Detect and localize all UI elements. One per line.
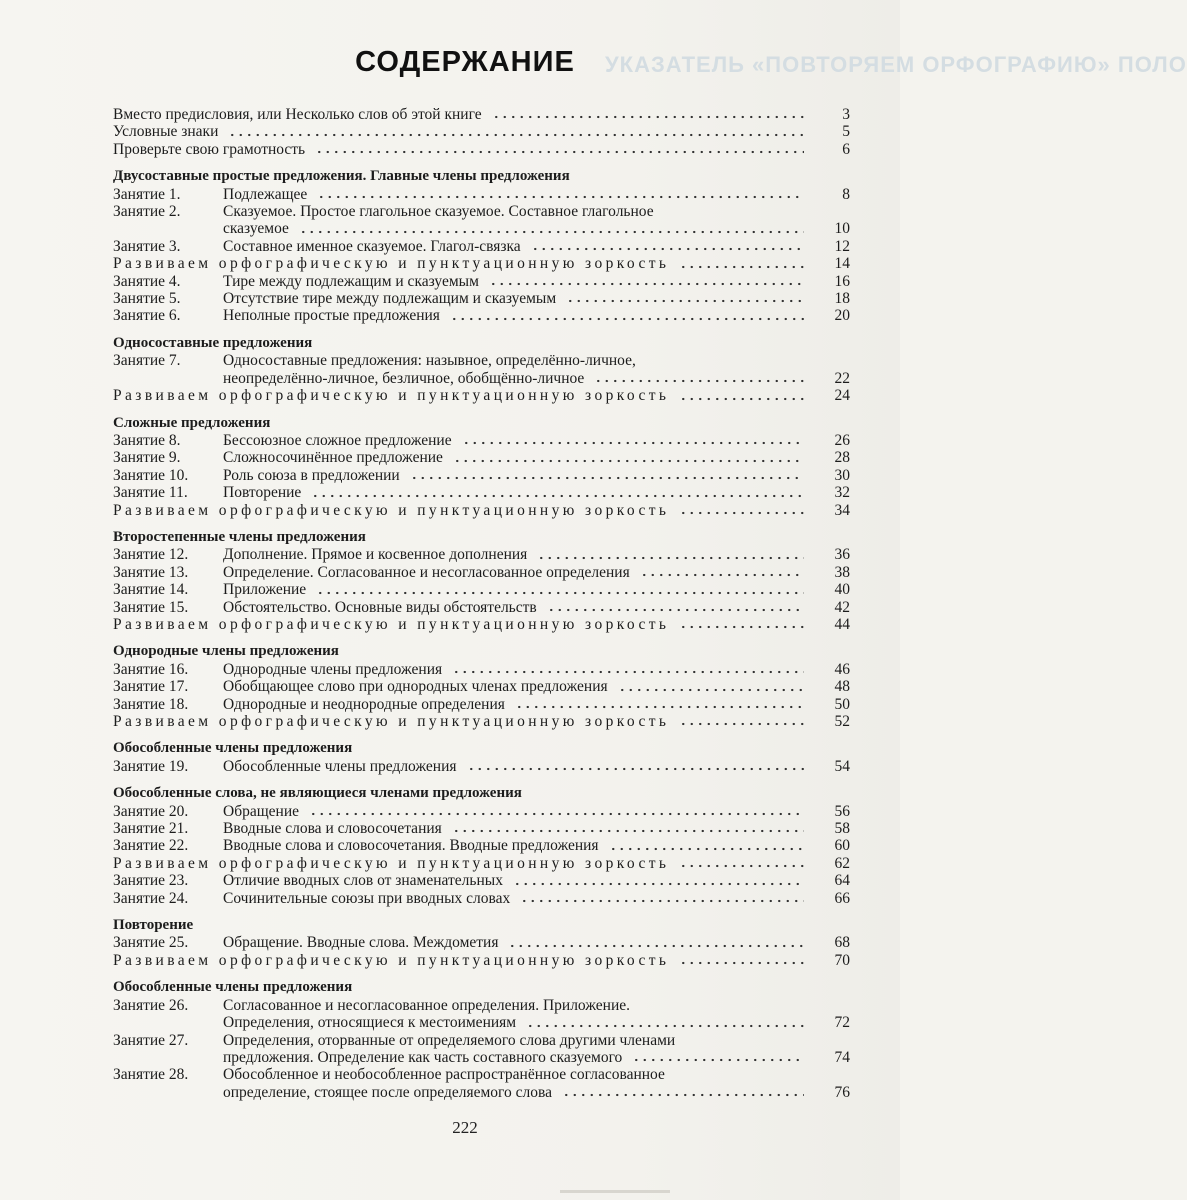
table-of-contents bbox=[113, 106, 850, 1111]
dot-leader bbox=[462, 441, 804, 445]
entry-label: Занятие 3. bbox=[113, 237, 181, 255]
toc-entry bbox=[113, 255, 850, 272]
dot-leader bbox=[317, 195, 804, 199]
entry-text-wrap bbox=[223, 352, 850, 369]
toc-line bbox=[113, 220, 850, 237]
dot-leader bbox=[452, 670, 804, 674]
entry-title: Вводные слова и словосочетания. Вводные предложения bbox=[223, 837, 599, 855]
toc-line bbox=[113, 564, 850, 581]
toc-entry bbox=[113, 238, 850, 255]
entry-title: Отличие вводных слов от знаменательных bbox=[223, 872, 503, 890]
entry-label: Занятие 20. bbox=[113, 802, 189, 820]
entry-text-wrap bbox=[223, 273, 812, 290]
toc-line bbox=[113, 934, 850, 951]
entry-title: Обстоятельство. Основные виды обстоятельств bbox=[223, 598, 537, 616]
toc-line bbox=[113, 661, 850, 678]
entry-text-wrap bbox=[223, 581, 812, 598]
entry-label: Занятие 8. bbox=[113, 431, 181, 449]
toc-entry bbox=[113, 502, 850, 519]
entry-title: Сложносочинённое предложение bbox=[223, 449, 443, 467]
page-ref: 5 bbox=[842, 123, 850, 141]
toc-line bbox=[113, 713, 850, 730]
entry-text-wrap bbox=[113, 855, 812, 872]
page-ref: 74 bbox=[834, 1048, 850, 1066]
page-ref: 60 bbox=[834, 837, 850, 855]
page-ref: 28 bbox=[834, 449, 850, 467]
entry-label: Занятие 1. bbox=[113, 185, 181, 203]
section-heading: Однородные члены предложения bbox=[113, 643, 339, 660]
toc-line bbox=[113, 432, 850, 449]
dot-leader bbox=[679, 864, 804, 868]
dot-leader bbox=[679, 625, 804, 629]
entry-text-wrap bbox=[223, 484, 812, 501]
toc-entry bbox=[113, 616, 850, 633]
entry-label: Занятие 16. bbox=[113, 660, 189, 678]
entry-label: Занятие 27. bbox=[113, 1031, 189, 1049]
entry-text-wrap bbox=[223, 872, 812, 889]
entry-text-wrap bbox=[223, 1066, 850, 1083]
toc-entry bbox=[113, 484, 850, 501]
toc-entry bbox=[113, 696, 850, 713]
entry-title: Подлежащее bbox=[223, 185, 308, 203]
entry-title: Проверьте свою грамотность bbox=[113, 140, 306, 158]
entry-title: Обращение bbox=[223, 802, 299, 820]
dot-leader bbox=[679, 722, 804, 726]
section-heading: Второстепенные члены предложения bbox=[113, 528, 366, 545]
page-ref: 40 bbox=[834, 581, 850, 599]
entry-text-wrap bbox=[223, 1049, 812, 1066]
dot-leader bbox=[453, 459, 804, 463]
entry-title: Повторение bbox=[223, 484, 302, 502]
dot-leader bbox=[508, 944, 804, 948]
entry-text-wrap bbox=[223, 432, 812, 449]
dot-leader bbox=[594, 379, 804, 383]
dot-leader bbox=[679, 511, 804, 515]
toc-line bbox=[113, 370, 850, 387]
dot-leader bbox=[632, 1058, 804, 1062]
dot-leader bbox=[489, 282, 804, 286]
toc-section bbox=[113, 979, 850, 1101]
page-ref: 3 bbox=[842, 106, 850, 123]
toc-entry bbox=[113, 546, 850, 563]
toc-line bbox=[113, 352, 850, 369]
dot-leader bbox=[679, 961, 804, 965]
entry-label: Занятие 24. bbox=[113, 889, 189, 907]
toc-section bbox=[113, 785, 850, 907]
entry-text-wrap bbox=[223, 837, 812, 854]
toc-entry bbox=[113, 1032, 850, 1067]
toc-section bbox=[113, 740, 850, 775]
entry-title: Развиваем орфографическую и пунктуационную зоркость bbox=[113, 501, 670, 519]
toc-line bbox=[113, 599, 850, 616]
page-ref: 64 bbox=[834, 872, 850, 890]
page-ref: 56 bbox=[834, 802, 850, 820]
entry-text-wrap bbox=[223, 467, 812, 484]
dot-leader bbox=[562, 1093, 804, 1097]
entry-title: Однородные члены предложения bbox=[223, 660, 443, 678]
entry-title: Обращение. Вводные слова. Междометия bbox=[223, 934, 499, 952]
entry-label: Занятие 25. bbox=[113, 934, 189, 952]
section-heading: Обособленные слова, не являющиеся членами предложения bbox=[113, 785, 522, 802]
entry-text-wrap bbox=[223, 546, 812, 563]
entry-label: Занятие 12. bbox=[113, 546, 189, 564]
toc-entry bbox=[113, 352, 850, 387]
entry-label: Занятие 18. bbox=[113, 695, 189, 713]
entry-label: Занятие 2. bbox=[113, 203, 181, 221]
page-ref: 42 bbox=[834, 598, 850, 616]
dot-leader bbox=[515, 705, 804, 709]
toc-line bbox=[113, 837, 850, 854]
dot-leader bbox=[452, 829, 804, 833]
page-ref: 34 bbox=[834, 501, 850, 519]
toc-line bbox=[113, 803, 850, 820]
page-ref: 68 bbox=[834, 934, 850, 952]
toc-line bbox=[113, 387, 850, 404]
toc-entry bbox=[113, 203, 850, 238]
dot-leader bbox=[228, 133, 804, 137]
entry-title: Развиваем орфографическую и пунктуационную зоркость bbox=[113, 951, 670, 969]
entry-label: Занятие 28. bbox=[113, 1066, 189, 1084]
toc-line bbox=[113, 581, 850, 598]
toc-entry bbox=[113, 273, 850, 290]
page-ref: 32 bbox=[834, 484, 850, 502]
entry-title: Условные знаки bbox=[113, 123, 219, 141]
toc-line bbox=[113, 290, 850, 307]
entry-text-wrap bbox=[223, 890, 812, 907]
entry-title: Определения, оторванные от определяемого слова другими членами bbox=[223, 1031, 676, 1049]
entry-text-wrap bbox=[223, 238, 812, 255]
toc-entry bbox=[113, 934, 850, 951]
toc-entry bbox=[113, 564, 850, 581]
entry-text-wrap bbox=[113, 387, 812, 404]
section-heading: Обособленные члены предложения bbox=[113, 740, 353, 757]
dot-leader bbox=[531, 247, 804, 251]
entry-text-wrap bbox=[223, 678, 812, 695]
toc-entry bbox=[113, 290, 850, 307]
toc-line bbox=[113, 1049, 850, 1066]
section-heading: Сложные предложения bbox=[113, 414, 271, 431]
toc-entry bbox=[113, 449, 850, 466]
toc-section bbox=[113, 415, 850, 519]
page-ref: 16 bbox=[834, 272, 850, 290]
toc-line bbox=[113, 186, 850, 203]
page-ref: 76 bbox=[834, 1083, 850, 1101]
entry-text-wrap bbox=[223, 290, 812, 307]
page-ref: 14 bbox=[834, 255, 850, 273]
entry-title: Определение. Согласованное и несогласованное определения bbox=[223, 563, 630, 581]
toc-section bbox=[113, 168, 850, 325]
entry-text-wrap bbox=[223, 1032, 850, 1049]
toc-section bbox=[113, 335, 850, 405]
entry-label: Занятие 19. bbox=[113, 757, 189, 775]
toc-entry bbox=[113, 837, 850, 854]
entry-text-wrap bbox=[113, 255, 812, 272]
dot-leader bbox=[537, 556, 804, 560]
entry-text-wrap bbox=[223, 220, 812, 237]
entry-title: Сочинительные союзы при вводных словах bbox=[223, 889, 511, 907]
entry-title: Сказуемое. Простое глагольное сказуемое. Составное глагольное bbox=[223, 203, 654, 221]
toc-line bbox=[113, 1084, 850, 1101]
toc-line bbox=[113, 872, 850, 889]
page-number: 222 bbox=[452, 1118, 478, 1137]
toc-entry bbox=[113, 872, 850, 889]
toc-entry bbox=[113, 387, 850, 404]
entry-title: Развиваем орфографическую и пунктуационную зоркость bbox=[113, 615, 670, 633]
toc-section bbox=[113, 917, 850, 969]
entry-label: Занятие 4. bbox=[113, 272, 181, 290]
dot-leader bbox=[566, 299, 804, 303]
toc-section bbox=[113, 529, 850, 633]
dot-leader bbox=[618, 688, 804, 692]
entry-text-wrap bbox=[223, 934, 812, 951]
entry-title: Обособленное и необособленное распространённое согласованное bbox=[223, 1066, 665, 1084]
dot-leader bbox=[492, 115, 804, 119]
toc-intro bbox=[113, 106, 850, 158]
page-ref: 48 bbox=[834, 678, 850, 696]
entry-text-wrap bbox=[223, 449, 812, 466]
dot-leader bbox=[547, 608, 804, 612]
page-ref: 24 bbox=[834, 387, 850, 405]
toc-line bbox=[113, 449, 850, 466]
section-heading: Обособленные члены предложения bbox=[113, 979, 353, 996]
toc-line bbox=[113, 1066, 850, 1083]
entry-text-wrap bbox=[223, 564, 812, 581]
page-ref: 70 bbox=[834, 951, 850, 969]
entry-text-wrap bbox=[113, 502, 812, 519]
entry-title: Развиваем орфографическую и пунктуационную зоркость bbox=[113, 387, 670, 405]
dot-leader bbox=[520, 899, 804, 903]
toc-line bbox=[113, 952, 850, 969]
page-ref: 44 bbox=[834, 615, 850, 633]
entry-label: Занятие 10. bbox=[113, 466, 189, 484]
entry-text-wrap bbox=[223, 370, 812, 387]
page-edge-mark bbox=[560, 1190, 670, 1193]
entry-title: Развиваем орфографическую и пунктуационную зоркость bbox=[113, 713, 670, 730]
toc-entry bbox=[113, 952, 850, 969]
dot-leader bbox=[315, 150, 804, 154]
page-ref: 8 bbox=[842, 185, 850, 203]
page-ref: 66 bbox=[834, 889, 850, 907]
entry-text-wrap bbox=[223, 186, 812, 203]
page-ref: 10 bbox=[834, 220, 850, 238]
toc-entry bbox=[113, 890, 850, 907]
entry-label: Занятие 17. bbox=[113, 678, 189, 696]
dot-leader bbox=[609, 847, 804, 851]
toc-line bbox=[113, 1014, 850, 1031]
toc-entry bbox=[113, 106, 850, 123]
toc-entry bbox=[113, 141, 850, 158]
entry-text-wrap bbox=[223, 599, 812, 616]
entry-text-wrap bbox=[223, 1084, 812, 1101]
entry-title: сказуемое bbox=[223, 220, 289, 238]
dot-leader bbox=[679, 265, 804, 269]
page-ref: 58 bbox=[834, 820, 850, 838]
dot-leader bbox=[679, 397, 804, 401]
entry-title: Определения, относящиеся к местоимениям bbox=[223, 1014, 517, 1032]
toc-line bbox=[113, 855, 850, 872]
dot-leader bbox=[450, 317, 804, 321]
toc-entry bbox=[113, 467, 850, 484]
toc-line bbox=[113, 997, 850, 1014]
toc-line bbox=[113, 546, 850, 563]
entry-label: Занятие 21. bbox=[113, 820, 189, 838]
entry-title: Приложение bbox=[223, 581, 307, 599]
toc-line bbox=[113, 502, 850, 519]
entry-label: Занятие 11. bbox=[113, 484, 188, 502]
page-ref: 36 bbox=[834, 546, 850, 564]
dot-leader bbox=[640, 573, 804, 577]
entry-label: Занятие 5. bbox=[113, 290, 181, 308]
entry-text-wrap bbox=[113, 713, 812, 730]
toc-line bbox=[113, 1032, 850, 1049]
page-ref: 52 bbox=[834, 713, 850, 730]
page-ref: 62 bbox=[834, 854, 850, 872]
page-ref: 6 bbox=[842, 140, 850, 158]
entry-text-wrap bbox=[113, 141, 812, 158]
entry-title: Неполные простые предложения bbox=[223, 307, 440, 325]
entry-title: Отсутствие тире между подлежащим и сказуемым bbox=[223, 290, 557, 308]
page-ref: 20 bbox=[834, 307, 850, 325]
entry-title: Односоставные предложения: назывное, определённо-личное, bbox=[223, 352, 636, 370]
toc-section bbox=[113, 643, 850, 730]
page-ref: 54 bbox=[834, 757, 850, 775]
page-ref: 26 bbox=[834, 431, 850, 449]
entry-title: Обобщающее слово при однородных членах предложения bbox=[223, 678, 608, 696]
entry-title: Развиваем орфографическую и пунктуационную зоркость bbox=[113, 255, 670, 273]
toc-entry bbox=[113, 581, 850, 598]
entry-title: Тире между подлежащим и сказуемым bbox=[223, 272, 479, 290]
entry-text-wrap bbox=[223, 203, 850, 220]
entry-text-wrap bbox=[223, 997, 850, 1014]
page-ref: 72 bbox=[834, 1014, 850, 1032]
toc-line bbox=[113, 616, 850, 633]
toc-line bbox=[113, 203, 850, 220]
entry-text-wrap bbox=[223, 307, 812, 324]
toc-entry bbox=[113, 307, 850, 324]
entry-label: Занятие 15. bbox=[113, 598, 189, 616]
toc-entry bbox=[113, 432, 850, 449]
toc-entry bbox=[113, 855, 850, 872]
toc-entry bbox=[113, 820, 850, 837]
dot-leader bbox=[513, 882, 804, 886]
entry-label: Занятие 13. bbox=[113, 563, 189, 581]
page-ref: 38 bbox=[834, 563, 850, 581]
page-ref: 30 bbox=[834, 466, 850, 484]
section-heading: Повторение bbox=[113, 917, 194, 934]
entry-label: Занятие 6. bbox=[113, 307, 181, 325]
entry-title: Вместо предисловия, или Несколько слов об этой книге bbox=[113, 106, 482, 123]
entry-label: Занятие 7. bbox=[113, 352, 181, 370]
dot-leader bbox=[311, 494, 804, 498]
entry-title: определение, стоящее после определяемого слова bbox=[223, 1083, 552, 1101]
entry-text-wrap bbox=[113, 952, 812, 969]
entry-title: Бессоюзное сложное предложение bbox=[223, 431, 452, 449]
entry-text-wrap bbox=[113, 616, 812, 633]
toc-entry bbox=[113, 803, 850, 820]
dot-leader bbox=[316, 591, 804, 595]
entry-title: Роль союза в предложении bbox=[223, 466, 400, 484]
toc-line bbox=[113, 820, 850, 837]
dot-leader bbox=[526, 1024, 804, 1028]
entry-label: Занятие 22. bbox=[113, 837, 189, 855]
dot-leader bbox=[309, 812, 804, 816]
dot-leader bbox=[299, 230, 804, 234]
entry-title: Составное именное сказуемое. Глагол-связка bbox=[223, 237, 521, 255]
bleed-through-text: УКАЗАТЕЛЬ «ПОВТОРЯЕМ ОРФОГРАФИЮ» ПОЛО bbox=[605, 52, 1187, 77]
entry-title: Дополнение. Прямое и косвенное дополнения bbox=[223, 546, 528, 564]
toc-line bbox=[113, 273, 850, 290]
toc-line bbox=[113, 255, 850, 272]
entry-label: Занятие 14. bbox=[113, 581, 189, 599]
toc-entry bbox=[113, 123, 850, 140]
toc-entry bbox=[113, 713, 850, 730]
dot-leader bbox=[467, 767, 804, 771]
section-heading: Двусоставные простые предложения. Главные члены предложения bbox=[113, 168, 570, 185]
entry-text-wrap bbox=[223, 661, 812, 678]
toc-entry bbox=[113, 678, 850, 695]
toc-line bbox=[113, 696, 850, 713]
entry-label: Занятие 26. bbox=[113, 996, 189, 1014]
entry-label: Занятие 9. bbox=[113, 449, 181, 467]
entry-title: Обособленные члены предложения bbox=[223, 757, 457, 775]
entry-text-wrap bbox=[113, 123, 812, 140]
section-heading: Односоставные предложения bbox=[113, 334, 313, 351]
entry-text-wrap bbox=[223, 820, 812, 837]
toc-entry bbox=[113, 599, 850, 616]
dot-leader bbox=[410, 476, 804, 480]
entry-text-wrap bbox=[223, 803, 812, 820]
entry-text-wrap bbox=[223, 696, 812, 713]
toc-entry bbox=[113, 1066, 850, 1101]
entry-title: предложения. Определение как часть составного сказуемого bbox=[223, 1048, 623, 1066]
page-ref: 46 bbox=[834, 660, 850, 678]
page-ref: 12 bbox=[834, 237, 850, 255]
page-title: СОДЕРЖАНИЕ bbox=[355, 46, 575, 78]
toc-line bbox=[113, 678, 850, 695]
toc-line bbox=[113, 467, 850, 484]
entry-title: неопределённо-личное, безличное, обобщённо-личное bbox=[223, 369, 585, 387]
toc-line bbox=[113, 238, 850, 255]
entry-text-wrap bbox=[223, 758, 812, 775]
entry-text-wrap bbox=[223, 1014, 812, 1031]
toc-entry bbox=[113, 661, 850, 678]
toc-line bbox=[113, 484, 850, 501]
entry-title: Однородные и неоднородные определения bbox=[223, 695, 505, 713]
toc-line bbox=[113, 758, 850, 775]
toc-entry bbox=[113, 997, 850, 1032]
toc-line bbox=[113, 307, 850, 324]
entry-title: Развиваем орфографическую и пунктуационную зоркость bbox=[113, 854, 670, 872]
toc-entry bbox=[113, 758, 850, 775]
entry-text-wrap bbox=[113, 106, 812, 123]
entry-title: Согласованное и несогласованное определения. Приложение. bbox=[223, 996, 631, 1014]
entry-title: Вводные слова и словосочетания bbox=[223, 820, 442, 838]
entry-label: Занятие 23. bbox=[113, 872, 189, 890]
toc-line bbox=[113, 890, 850, 907]
page-ref: 18 bbox=[834, 290, 850, 308]
page-ref: 50 bbox=[834, 695, 850, 713]
toc-entry bbox=[113, 186, 850, 203]
page-ref: 22 bbox=[834, 369, 850, 387]
